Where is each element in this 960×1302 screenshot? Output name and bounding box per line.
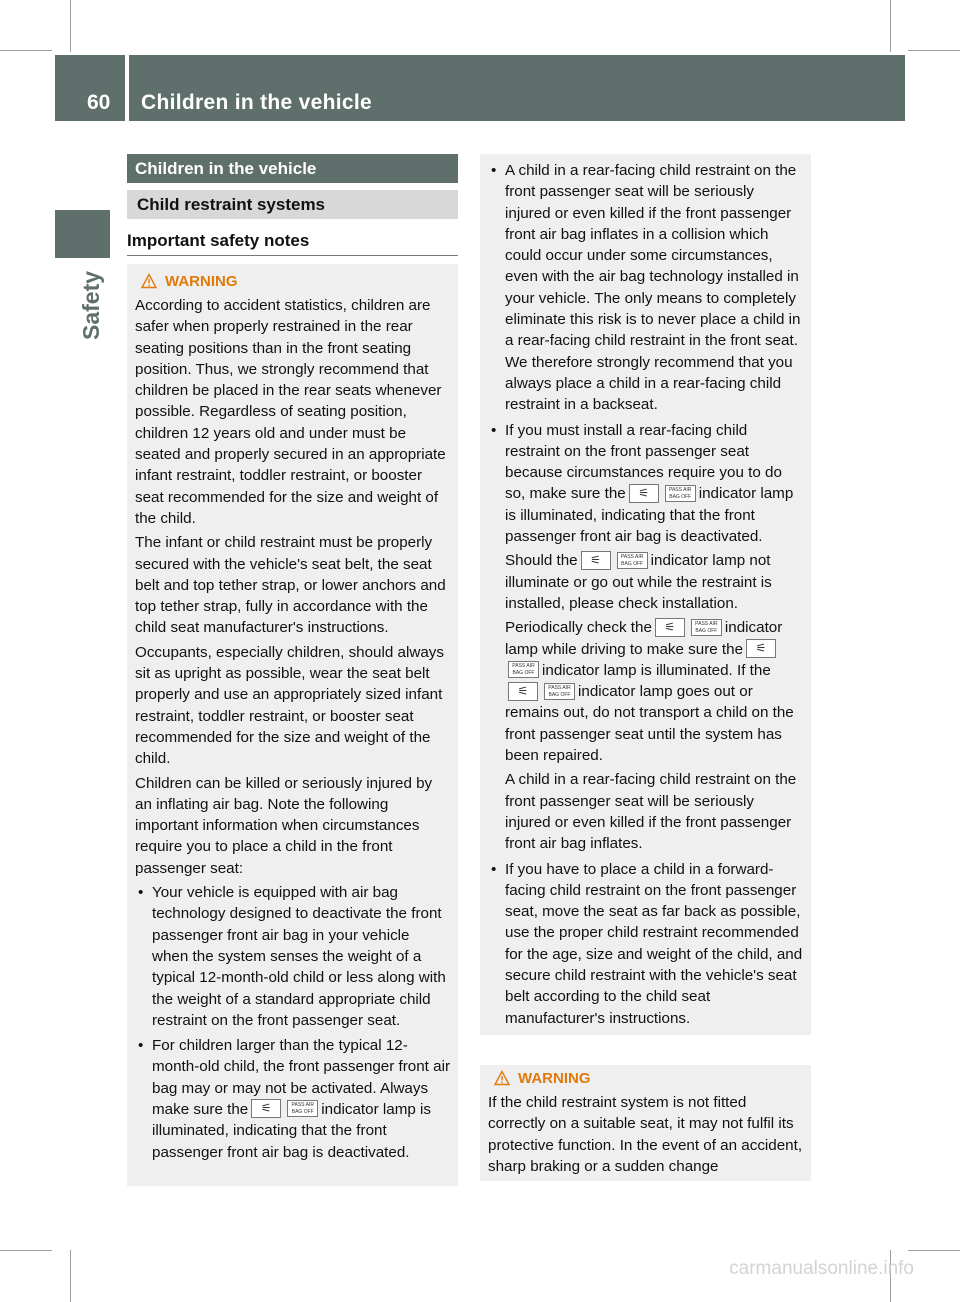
bullet-list	[135, 882, 450, 1163]
warning-label: WARNING	[165, 272, 238, 290]
pass-airbag-off-icon: PASS AIR BAG OFF	[691, 619, 722, 636]
section-title: Children in the vehicle	[127, 154, 458, 183]
page-number: 60	[87, 91, 111, 114]
warning-paragraph: Occupants, especially children, should always sit as upright as possible, wear the seat belt properly and use an appropriately sized infant restraint, toddler restraint, or booster seat recommended for the size and weight of the child.	[135, 643, 444, 768]
bullet-text: If you must install a rear-facing child restraint on the front passenger seat because circumstances require you to do so, make sure the	[505, 421, 782, 503]
bullet-text: indicator lamp is illuminated, indicating that the front passenger front air bag is deactivated.	[152, 1100, 431, 1161]
bullet-text: If you have to place a child in a forward-facing child restraint on the front passenger seat, move the seat as far back as possible, use the proper child restraint recommended for the age, size and weight of the child, and secure child restraint with the vehicle's seat belt according to the child seat manufacturer's instructions.	[505, 860, 803, 1027]
warning-paragraph: Children can be killed or seriously injured by an inflating air bag. Note the following important information when circumstances require you to place a child in the front passenger seat:	[135, 774, 433, 877]
bullet-text: For children larger than the typical 12-month-old child, the front passenger front air bag may or may not be activated. Always make sure the	[152, 1037, 451, 1118]
bullet-continuation	[505, 550, 803, 614]
child-seat-icon: ⚟	[629, 484, 659, 503]
warning-heading	[488, 1067, 803, 1089]
list-item	[488, 859, 803, 1029]
warning-paragraph: The infant or child restraint must be properly secured with the vehicle's seat belt, the seat belt and top tether strap, or lower anchors and top tether strap, fully in accordance with the child seat manufacturer's instructions.	[135, 534, 446, 637]
bullet-text: Should the	[505, 552, 578, 570]
pass-airbag-off-icon: PASS AIR BAG OFF	[617, 552, 648, 569]
pass-airbag-off-icon: PASS AIR BAG OFF	[665, 485, 696, 502]
crop-mark	[908, 50, 960, 51]
child-seat-icon: ⚟	[508, 682, 538, 701]
child-seat-icon: ⚟	[746, 639, 776, 658]
child-seat-icon: ⚟	[251, 1099, 281, 1118]
bullet-text: indicator lamp is illuminated. If the	[542, 661, 771, 679]
pass-airbag-off-icon: PASS AIR BAG OFF	[508, 661, 539, 678]
list-item	[135, 882, 450, 1031]
watermark: carmanualsonline.info	[729, 1258, 914, 1279]
header-divider	[125, 55, 129, 121]
bullet-list	[488, 160, 803, 1029]
child-seat-icon: ⚟	[655, 618, 685, 637]
pass-airbag-off-icon: PASS AIR BAG OFF	[287, 1100, 318, 1117]
side-label: Safety	[78, 270, 104, 340]
warning-paragraph: If the child restraint system is not fitted correctly on a suitable seat, it may not fulfil its protective function. In the event of an accident, sharp braking or a sudden change	[488, 1094, 803, 1175]
bullet-text: indicator lamp not illuminate or go out while the restraint is installed, please check installation.	[505, 552, 772, 612]
child-seat-icon: ⚟	[581, 551, 611, 570]
warning-box-2	[480, 1065, 811, 1181]
bullet-text: indicator lamp while driving to make sure the	[505, 619, 783, 658]
side-tab	[55, 210, 110, 258]
crop-mark	[0, 1250, 52, 1251]
warning-triangle-icon	[141, 273, 157, 289]
crop-mark	[0, 50, 52, 51]
bullet-text: Your vehicle is equipped with air bag technology designed to deactivate the front passenger front air bag in your vehicle when the system senses the weight of a typical 12-month-old child or less along with the weight of a standard appropriate child restraint on the front passenger seat.	[152, 884, 446, 1029]
list-item	[488, 420, 803, 855]
bullet-text: indicator lamp is illuminated, indicating that the front passenger front air bag is deactivated.	[505, 485, 794, 546]
warning-paragraph: According to accident statistics, children are safer when properly restrained in the rear seating positions than in the front seating position. Thus, we strongly recommend that children be placed in the rear seats whenever possible. Regardless of seating position, children 12 years old and under must be seated and properly secured in an appropriate infant restraint, toddler restraint, or booster seat recommended for the size and weight of the child.	[135, 297, 446, 527]
warning-box	[127, 264, 458, 1186]
bullet-continuation	[505, 617, 803, 766]
crop-mark	[70, 1250, 71, 1302]
bullet-text: indicator lamp goes out or remains out, do not transport a child on the front passenger seat until the system has been repaired.	[505, 683, 794, 765]
warning-triangle-icon	[494, 1070, 510, 1086]
minor-title: Important safety notes	[127, 225, 458, 256]
warning-label: WARNING	[518, 1069, 591, 1087]
bullet-text: A child in a rear-facing child restraint on the front passenger seat will be seriously injured or even killed if the front passenger front air bag inflates in a collision which could occur under some circumstances, even with the air bag technology installed in your vehicle. The only means to completely eliminate this risk is to never place a child in a rear-facing child restraint in the front seat. We therefore strongly recommend that you always place a child in a rear-facing child restraint in a backseat.	[505, 162, 801, 414]
bullet-text: Periodically check the	[505, 619, 652, 637]
left-column	[127, 154, 458, 1186]
crop-mark	[70, 0, 71, 52]
running-title: Children in the vehicle	[141, 91, 372, 114]
right-column	[480, 154, 811, 1181]
warning-heading	[135, 270, 450, 292]
crop-mark	[890, 0, 891, 52]
crop-mark	[908, 1250, 960, 1251]
bullet-text: A child in a rear-facing child restraint on the front passenger seat will be seriously injured or even killed if the front passenger front air bag inflates.	[505, 771, 797, 853]
list-item	[135, 1035, 450, 1163]
page-header	[55, 55, 905, 121]
pass-airbag-off-icon: PASS AIR BAG OFF	[544, 683, 575, 700]
bullet-continuation	[505, 769, 803, 854]
warning-box-continued	[480, 154, 811, 1035]
subsection-title: Child restraint systems	[127, 190, 458, 219]
list-item	[488, 160, 803, 416]
